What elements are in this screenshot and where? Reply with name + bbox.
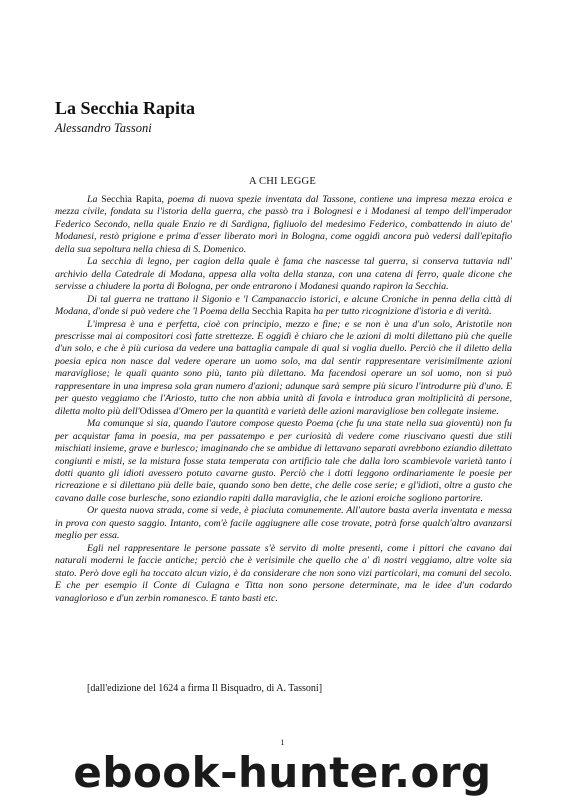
body-paragraph: [55, 543, 512, 605]
body-paragraph: [55, 256, 512, 293]
paragraph-text: Or questa nuova strada, come si vede, è piaciuta comunemente. All'autore basta averla inventata e messa in prova con questo saggio. Intanto, com'è facile aggiugnere alle cose trovate, potrà forse qualch'altro avanzarsi meglio per essa.: [55, 505, 512, 542]
paragraph-text: d'Omero per la quantità e varietà delle azioni maravigliose ben collegate insieme.: [170, 405, 499, 417]
section-heading: A CHI LEGGE: [249, 176, 316, 187]
work-title-text: Secchia Rapita: [251, 306, 311, 318]
edition-credit: [dall'edizione del 1624 a firma Il Bisquadro, di A. Tassoni]: [87, 683, 323, 694]
work-title-text: Secchia Rapita: [101, 194, 162, 205]
body-paragraph: [55, 418, 512, 505]
body-paragraph: [55, 505, 512, 542]
watermark: ebook-hunter.org: [73, 748, 492, 797]
body-paragraph: [55, 294, 512, 319]
paragraph-text: ha per tutto ricognizione d'istoria e di verità.: [310, 306, 492, 318]
paragraph-text: Egli nel rappresentare le persone passate s'è servito di molte presenti, come i pittori che cavano dai naturali moderni le faccie antiche; perciò che è verisimile che quello che a' dì nostri veggiamo, altre volte sia stato. Però dove egli ha toccato alcun vizio, è da considerare che non sono vizi particolari, ma comuni del secolo. E che per esempio il Conte di Culagna e Titta non sono persone determinate, ma le idee d'un codardo vanaglorioso e d'un zerbin romanesco. E tanto basti etc.: [55, 542, 512, 604]
paragraph-text: L'impresa è una e perfetta, cioè con principio, mezzo e fine; e se non è una d'un solo, Aristotile non prescrisse mai ai compositori così fatte strettezze. E oggidì è chiaro che le azioni di molti dilettano più che quelle d'un solo, e che è più curiosa da vedere una battaglia campale di qual si voglia duello. Perciò che il diletto della poesia epica non nasce dal vedere operare un uomo solo, ma dal sentir rappresentare verisimilmente azioni maravigliose; le quali quanto sono più, tanto più dilettano. Ma facendosi operare un sol uomo, non si può rappresentare in una impresa sola gran numero d'azioni; adunque sarà sempre più sicuro l'introdurre più d'uno. E per questo veggiamo che l'Ariosto, tutto che non abbia unità di favola e introduca gran moltiplicità di persone, diletta molto più dell': [55, 318, 512, 417]
paragraph-text: , poema di nuova spezie inventata dal Tassone, contiene una impresa mezza eroica e mezza civile, fondata su l'istoria della guerra, che passò tra i Bolognesi e i Modanesi al tempo dell'imperador Federico Secondo, nella quale Enzio re di Sardigna, figliuolo del medesimo Federico, combattendo in aiuto de' Modanesi, restò prigione e prima d'esser liberato morì in Bologna, come oggidì ancora può vedersi dall'epitafio della sua sepoltura nella chiesa di S. Domenico.: [55, 194, 512, 255]
paragraph-text: Di tal guerra ne trattano il Sigonio e 'l Campanaccio istorici, e alcune Croniche in penna della città di Modana, d'onde si può vedere che 'l Poema della: [55, 293, 512, 318]
author-name: Alessandro Tassoni: [55, 121, 152, 135]
paragraph-text: La secchia di legno, per cagion della quale è fama che nascesse tal guerra, si conserva tuttavia ndl' archivio della Catedrale di Modana, appesa alla volta della stanza, con una catena di ferro, quale dicone che servisse a chiudere la porta di Bologna, per onde entrarono i Modanesi quando rapiron la Secchia.: [55, 256, 512, 293]
document-title: La Secchia Rapita: [55, 98, 196, 118]
page-number: 1: [280, 738, 285, 747]
body-paragraph: [55, 194, 512, 256]
paragraph-text: La: [87, 194, 102, 205]
body-text: [55, 194, 512, 605]
paragraph-text: Ma comunque si sia, quando l'autore compose questo Poema (che fu una state nella sua gioventù) non fu per acquistar fama in poesia, ma per passatempo e per curiosità di vedere come riuscivano questi due stili mischiati insieme, grave e burlesco; imaginando che se ambidue di lettavano separati avrebbono eziandio dilettato congiunti e misti, se la mistura fosse stata temperata con artificio tale che dalla loro scambievole varietà tanto i dotti quanto gli idioti avessero potuto cavarne gusto. Perciò che i dotti leggono ordinariamente le poesie per ricreazione e si dilettano più delle baie, quando sono ben dette, che delle cose serie; e gl'idioti, oltre a gusto che cavano dalle cose burlesche, sono eziandio rapiti dalla maraviglia, che le azioni eroiche sogliono partorire.: [55, 418, 512, 504]
work-title-text: Odissea: [139, 405, 171, 417]
body-paragraph: [55, 319, 512, 419]
